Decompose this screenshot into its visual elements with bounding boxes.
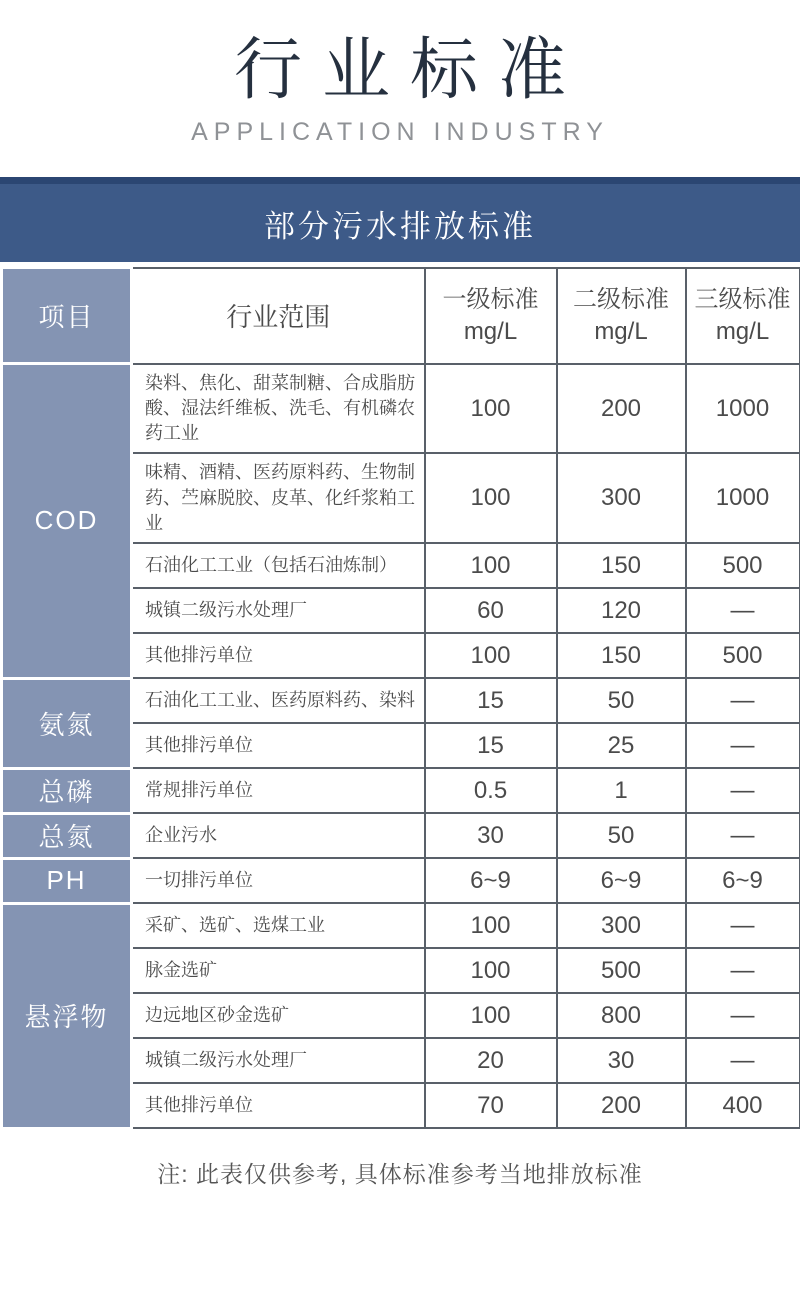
scope-cell: 常规排污单位 [132,768,425,813]
value-cell: 300 [557,453,686,543]
value-cell: 100 [425,543,557,588]
item-cell-2: 总磷 [2,768,132,813]
value-cell: — [686,993,800,1038]
value-cell: 100 [425,633,557,678]
standards-table [0,266,800,1129]
scope-cell: 脉金选矿 [132,948,425,993]
value-cell: 6~9 [425,858,557,903]
scope-cell: 一切排污单位 [132,858,425,903]
value-cell: 6~9 [557,858,686,903]
value-cell: 50 [557,813,686,858]
value-cell: 200 [557,1083,686,1128]
value-cell: 1000 [686,364,800,454]
col-header-level-2 [557,268,686,364]
footnote: 注: 此表仅供参考, 具体标准参考当地排放标准 [157,1160,643,1187]
scope-cell: 城镇二级污水处理厂 [132,1038,425,1083]
item-cell-3: 总氮 [2,813,132,858]
value-cell: — [686,723,800,768]
value-cell: 800 [557,993,686,1038]
value-cell: 500 [686,633,800,678]
standards-table-body [2,364,800,1128]
value-cell: 50 [557,678,686,723]
scope-cell: 城镇二级污水处理厂 [132,588,425,633]
value-cell: 300 [557,903,686,948]
scope-cell: 企业污水 [132,813,425,858]
value-cell: 150 [557,543,686,588]
scope-cell: 边远地区砂金选矿 [132,993,425,1038]
scope-cell: 其他排污单位 [132,723,425,768]
level-unit: mg/L [463,317,518,345]
value-cell: 400 [686,1083,800,1128]
value-cell: 500 [557,948,686,993]
table-title-band [0,177,800,262]
value-cell: 30 [425,813,557,858]
value-cell: — [686,678,800,723]
scope-cell: 其他排污单位 [132,1083,425,1128]
scope-cell: 染料、焦化、甜菜制糖、合成脂肪酸、湿法纤维板、洗毛、有机磷农药工业 [132,364,425,454]
value-cell: — [686,813,800,858]
value-cell: — [686,1038,800,1083]
value-cell: — [686,948,800,993]
value-cell: 100 [425,948,557,993]
value-cell: 500 [686,543,800,588]
scope-cell: 其他排污单位 [132,633,425,678]
value-cell: 15 [425,678,557,723]
col-header-item: 项目 [2,268,132,364]
scope-cell: 石油化工工业、医药原料药、染料 [132,678,425,723]
value-cell: 20 [425,1038,557,1083]
value-cell: — [686,903,800,948]
value-cell: 100 [425,993,557,1038]
col-header-level-3 [686,268,800,364]
level-label: 二级标准 [573,285,669,313]
scope-cell: 味精、酒精、医药原料药、生物制药、苎麻脱胶、皮革、化纤浆粕工业 [132,453,425,543]
table-title: 部分污水排放标准 [264,208,536,244]
level-label: 一级标准 [442,285,539,313]
level-unit: mg/L [594,317,648,345]
value-cell: 100 [425,903,557,948]
value-cell: 1000 [686,453,800,543]
item-cell-5: 悬浮物 [2,903,132,1128]
value-cell: — [686,588,800,633]
value-cell: 60 [425,588,557,633]
page-subtitle: APPLICATION INDUSTRY [191,118,609,147]
value-cell: 0.5 [425,768,557,813]
value-cell: 1 [557,768,686,813]
value-cell: 70 [425,1083,557,1128]
col-header-scope: 行业范围 [132,268,425,364]
value-cell: 200 [557,364,686,454]
standards-table-head [2,268,800,364]
value-cell: 100 [425,453,557,543]
value-cell: 6~9 [686,858,800,903]
value-cell: 15 [425,723,557,768]
item-cell-0: COD [2,364,132,678]
col-header-level-1 [425,268,557,364]
value-cell: 30 [557,1038,686,1083]
value-cell: 100 [425,364,557,454]
value-cell: 120 [557,588,686,633]
level-unit: mg/L [715,317,770,345]
page-title: 行业标准 [233,32,586,108]
scope-cell: 采矿、选矿、选煤工业 [132,903,425,948]
value-cell: 25 [557,723,686,768]
value-cell: 150 [557,633,686,678]
value-cell: — [686,768,800,813]
level-label: 三级标准 [694,285,791,313]
item-cell-1: 氨氮 [2,678,132,768]
hero-header [0,0,800,147]
item-cell-4: PH [2,858,132,903]
scope-cell: 石油化工工业（包括石油炼制） [132,543,425,588]
